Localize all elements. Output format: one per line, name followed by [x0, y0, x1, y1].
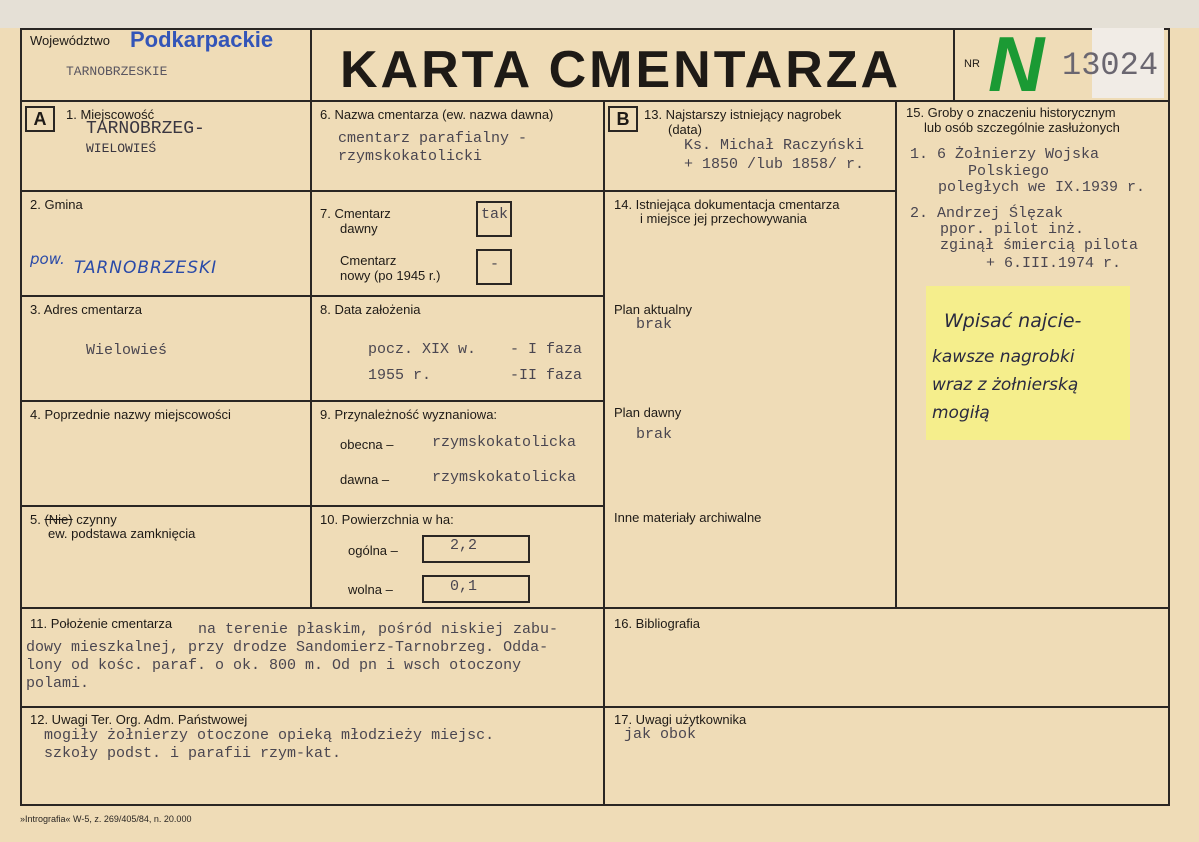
- field-15-line2: Polskiego: [968, 163, 1050, 180]
- field-6-label: 6. Nazwa cmentarza (ew. nazwa dawna): [320, 107, 554, 122]
- field-9-dawna-value: rzymskokatolicka: [432, 469, 577, 486]
- divider-mid-1: [310, 190, 605, 192]
- nr-marker: N: [988, 20, 1045, 108]
- field-15-line3: poległych we IX.1939 r.: [938, 179, 1146, 196]
- field-8-label: 8. Data założenia: [320, 302, 421, 317]
- wojewodztwo-stamp: Podkarpackie: [130, 27, 274, 52]
- field-10-ogolna-value: 2,2: [450, 537, 478, 554]
- field-2-value: TARNOBRZESKI: [74, 258, 218, 278]
- field-12-line1: mogiły żołnierzy otoczone opieką młodzieży miejsc.: [44, 727, 495, 744]
- field-16-label: 16. Bibliografia: [614, 616, 700, 631]
- field-5-num: 5.: [30, 512, 41, 527]
- divider-header-v1: [310, 28, 312, 102]
- field-7-nowy-value: -: [490, 256, 500, 273]
- divider-left-3: [20, 400, 312, 402]
- field-13-label-line2: (data): [668, 122, 702, 137]
- field-8-line1-phase: - I faza: [510, 341, 583, 358]
- divider-left-1: [20, 190, 312, 192]
- field-11-line1: na terenie płaskim, pośród niskiej zabu-: [198, 621, 559, 638]
- field-15-label-line2: lub osób szczególnie zasłużonych: [924, 120, 1120, 135]
- section-a-letter: A: [25, 106, 55, 132]
- border-left: [20, 28, 22, 806]
- divider-col2: [603, 100, 605, 806]
- field-12-line2: szkoły podst. i parafii rzym-kat.: [44, 745, 342, 762]
- border-right: [1168, 28, 1170, 806]
- field-6-value-line1: cmentarz parafialny -: [338, 130, 528, 147]
- field-13-line1: Ks. Michał Raczyński: [684, 137, 865, 154]
- field-17-value: jak obok: [624, 726, 697, 743]
- field-11-line3: lony od kośc. paraf. o ok. 800 m. Od pn i wsch otoczony: [26, 657, 522, 674]
- field-9-label: 9. Przynależność wyznaniowa:: [320, 407, 498, 422]
- divider-mid-3: [310, 400, 605, 402]
- field-17-label: 17. Uwagi użytkownika: [614, 712, 747, 727]
- field-11-label: 11. Położenie cmentarza: [30, 616, 173, 631]
- field-9-obecna-label: obecna –: [340, 437, 394, 452]
- field-8-line2-phase: -II faza: [510, 367, 583, 384]
- nr-label: NR: [964, 58, 980, 70]
- nr-value: 13024: [1062, 47, 1159, 84]
- field-7-dawny: dawny: [340, 221, 378, 236]
- divider-b-1: [603, 190, 897, 192]
- divider-mid-2: [310, 295, 605, 297]
- field-15-line6: zginął śmiercią pilota: [940, 237, 1139, 254]
- field-10-ogolna-label: ogólna –: [348, 543, 398, 558]
- field-15-line5: ppor. pilot inż.: [940, 221, 1085, 238]
- divider-col1: [310, 100, 312, 608]
- field-13-line2: + 1850 /lub 1858/ r.: [684, 156, 865, 173]
- field-14-label-line1: 14. Istniejąca dokumentacja cmentarza: [614, 197, 840, 212]
- field-3-value: Wielowieś: [86, 342, 168, 359]
- field-15-line7: + 6.III.1974 r.: [986, 255, 1122, 272]
- field-2-prefix: pow.: [30, 250, 65, 268]
- sticky-note-line3: wraz z żołnierską: [932, 375, 1079, 395]
- field-1-value-line1: TARNOBRZEG-: [86, 119, 205, 139]
- field-5-rest: czynny: [76, 512, 117, 527]
- field-4-label: 4. Poprzednie nazwy miejscowości: [30, 407, 231, 422]
- field-5-label-line2: ew. podstawa zamknięcia: [48, 526, 196, 541]
- plan-dawny-label: Plan dawny: [614, 405, 682, 420]
- plan-aktualny-label: Plan aktualny: [614, 302, 693, 317]
- divider-bottom-2: [20, 706, 1170, 708]
- field-7-nowy-line2: nowy (po 1945 r.): [340, 268, 441, 283]
- plan-aktualny-value: brak: [636, 316, 673, 333]
- field-2-label: 2. Gmina: [30, 197, 83, 212]
- field-12-label: 12. Uwagi Ter. Org. Adm. Państwowej: [30, 712, 248, 727]
- field-6-value-line2: rzymskokatolicki: [338, 148, 483, 165]
- field-1-value-line2: WIELOWIEŚ: [86, 141, 157, 156]
- field-11-line2: dowy mieszkalnej, przy drodze Sandomierz-Tarnobrzeg. Odda-: [26, 639, 549, 656]
- divider-mid-4: [310, 505, 605, 507]
- inne-materialy-label: Inne materiały archiwalne: [614, 510, 762, 525]
- field-10-label: 10. Powierzchnia w ha:: [320, 512, 454, 527]
- field-5-crossed: (Nie): [44, 512, 73, 527]
- section-b-letter: B: [608, 106, 638, 132]
- field-7-label: 7. Cmentarz: [320, 206, 391, 221]
- field-15-line4: 2. Andrzej Ślęzak: [910, 205, 1064, 222]
- field-8-line2-date: 1955 r.: [368, 367, 432, 384]
- field-14-label-line2: i miejsce jej przechowywania: [640, 211, 807, 226]
- printer-footer: »Intrografia« W-5, z. 269/405/84, n. 20.000: [20, 814, 192, 824]
- field-13-label-line1: 13. Najstarszy istniejący nagrobek: [644, 107, 842, 122]
- wojewodztwo-old: TARNOBRZESKIE: [66, 64, 168, 79]
- sticky-note-line4: mogiłą: [932, 403, 990, 423]
- divider-left-2: [20, 295, 312, 297]
- sticky-note-line2: kawsze nagrobki: [932, 347, 1075, 367]
- plan-dawny-value: brak: [636, 426, 673, 443]
- divider-left-4: [20, 505, 312, 507]
- field-10-wolna-value: 0,1: [450, 578, 478, 595]
- sticky-note-line1: Wpisać najcie-: [944, 310, 1082, 332]
- card-title: KARTA CMENTARZA: [340, 41, 902, 99]
- wojewodztwo-label: Województwo: [30, 33, 110, 48]
- border-bottom: [20, 804, 1170, 806]
- field-7-dawny-value: tak: [481, 206, 509, 223]
- field-1-label: 1. Miejscowość: [66, 107, 155, 122]
- divider-header-v2: [953, 28, 955, 102]
- field-9-dawna-label: dawna –: [340, 472, 390, 487]
- field-3-label: 3. Adres cmentarza: [30, 302, 142, 317]
- field-9-obecna-value: rzymskokatolicka: [432, 434, 577, 451]
- field-15-line1: 1. 6 Żołnierzy Wojska: [910, 146, 1100, 163]
- field-8-line1-date: pocz. XIX w.: [368, 341, 477, 358]
- field-7-nowy-line1: Cmentarz: [340, 253, 397, 268]
- divider-col3: [895, 100, 897, 608]
- divider-bottom-1: [20, 607, 1170, 609]
- field-11-line4: polami.: [26, 675, 90, 692]
- field-15-label-line1: 15. Groby o znaczeniu historycznym: [906, 105, 1116, 120]
- field-10-wolna-label: wolna –: [348, 582, 393, 597]
